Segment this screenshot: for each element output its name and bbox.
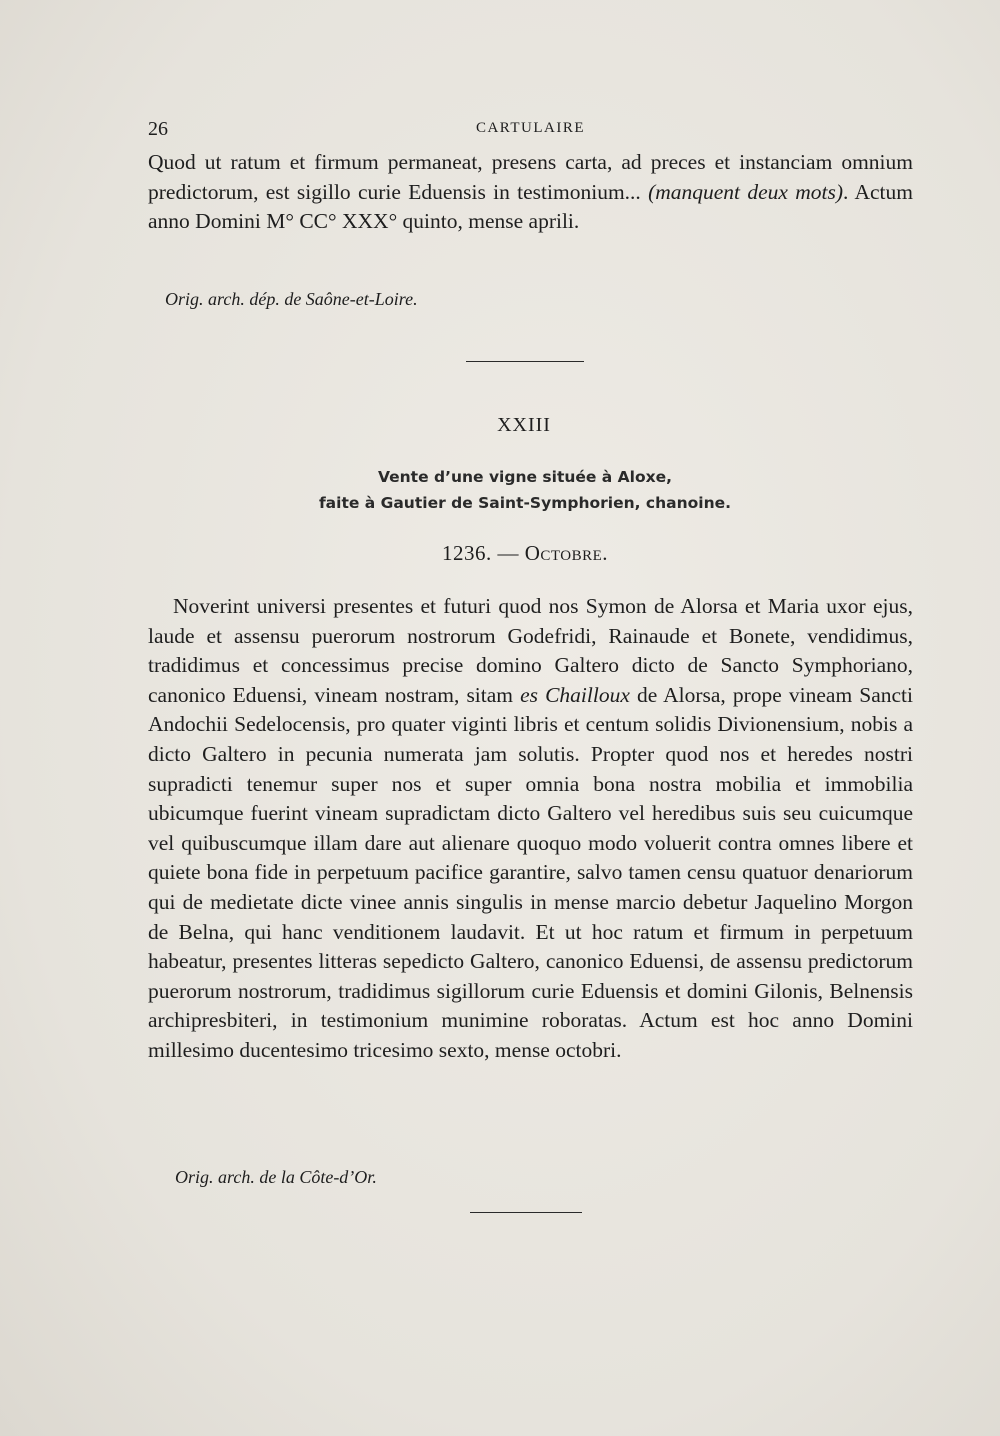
document-body — [148, 592, 913, 1066]
summary-line-2: faite à Gautier de Saint-Symphorien, chanoine. — [318, 494, 732, 512]
charter-text-b: de Alorsa, prope vineam Sancti Andochii Sedelocensis, pro quater viginti libris et centum solidis Divionensium, nobis a dicto Galtero in pecunia numerata jam solutis. Propter quod nos et heredes nostri supradicti tenemur super nos et super omnia bona nostra mobilia et immobilia ubicumque fuerint vineam supradictam dicto Galtero vel heredibus suis seu cuicumque vel quibuscumque illam dare aut alienare quoquo modo voluerit contra omnes libere et quiete bona fide in perpetuum pacifice garantire, salvo tamen censu quatuor denariorum qui de medietate dicte vinee annis singulis in mense marcio debetur Jaquelino Morgon de Belna, qui hanc venditionem laudavit. Et ut hoc ratum et firmum in perpetuum habeatur, presentes litteras sepedicto Galtero, canonico Eduensi, de assensu predictorum puerorum nostrorum, tradidimus sigillorum curie Eduensis et domini Gilonis, Belnensis archipresbiteri, in testimonium munimine roboratas. Actum est hoc anno Domini millesimo ducentesimo tricesimo sexto, mense octobri. — [148, 682, 913, 1062]
editorial-note: (manquent deux mots) — [648, 179, 843, 204]
summary-line-1: Vente d’une vigne située à Aloxe, — [377, 468, 673, 486]
page-header — [148, 118, 913, 142]
document-number: XXIII — [497, 414, 551, 436]
continuation-text-b: . Actum anno Domini M° CC° XXX° quinto, mense aprili. — [148, 179, 913, 234]
source-note-2: Orig. arch. de la Côte-d’Or. — [175, 1167, 377, 1187]
continuation-block — [148, 148, 913, 237]
charter-text — [148, 592, 913, 1066]
continuation-text-a: Quod ut ratum et firmum permaneat, presens carta, ad preces et instanciam omnium predictorum, est sigillo curie Eduensis in testimonium... — [148, 150, 913, 204]
divider-rule-1 — [466, 361, 584, 362]
place-name: es Chailloux — [520, 682, 630, 707]
source-note-1: Orig. arch. dép. de Saône-et-Loire. — [165, 289, 418, 309]
page-number: 26 — [148, 118, 168, 140]
document-date: 1236. — Octobre. — [441, 541, 609, 565]
continuation-paragraph — [148, 148, 913, 237]
charter-text-a: Noverint universi presentes et futuri quod nos Symon de Alorsa et Maria uxor ejus, laude et assensu puerorum nostrorum Godefridi, Rainaude et Bonete, vendidimus, tradidimus et concessimus precise domino Galtero dicto de Sancto Symphoriano, canonico Eduensi, vineam nostram, sitam — [148, 594, 913, 707]
running-title: CARTULAIRE — [475, 120, 586, 136]
divider-rule-2 — [470, 1212, 582, 1213]
document-summary — [0, 464, 1000, 516]
